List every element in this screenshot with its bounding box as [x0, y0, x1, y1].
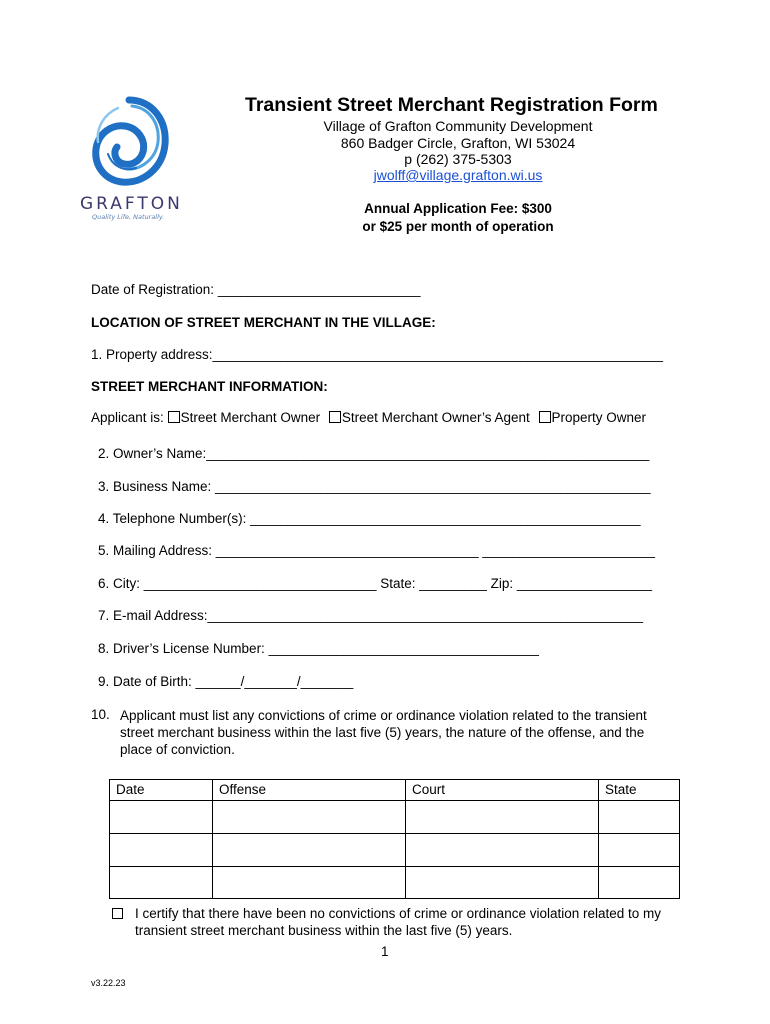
property-owner-checkbox[interactable] [539, 411, 551, 423]
owner-checkbox[interactable] [168, 411, 180, 423]
cell-state[interactable] [599, 801, 680, 834]
annual-fee: Annual Application Fee: $300 [364, 201, 552, 216]
page-number: 1 [381, 944, 389, 959]
form-title: Transient Street Merchant Registration Form [245, 94, 658, 116]
table-row [110, 834, 680, 867]
cell-court[interactable] [406, 867, 599, 899]
location-heading: LOCATION OF STREET MERCHANT IN THE VILLAGE: [91, 315, 436, 330]
property-owner-option-label: Property Owner [551, 410, 647, 425]
applicant-is-label: Applicant is: [91, 410, 164, 425]
cell-state[interactable] [599, 834, 680, 867]
cell-court[interactable] [406, 801, 599, 834]
cell-offense[interactable] [213, 834, 406, 867]
org-name: Village of Grafton Community Development [323, 118, 593, 134]
city-state-zip-field[interactable]: 6. City: _______________________________ State: _________ Zip: __________________ [98, 576, 653, 591]
cell-offense[interactable] [213, 801, 406, 834]
table-header-row [110, 780, 680, 801]
grafton-logo [78, 96, 188, 226]
cell-date[interactable] [110, 867, 213, 899]
header-date: Date [110, 780, 213, 801]
q10-text: Applicant must list any convictions of crime or ordinance violation related to the transient street merchant business within the last five (5) years, the nature of the offense, and the place of conviction. [120, 708, 647, 757]
cell-state[interactable] [599, 867, 680, 899]
convictions-table [109, 779, 680, 899]
cell-date[interactable] [110, 834, 213, 867]
cell-offense[interactable] [213, 867, 406, 899]
swirl-logo-icon [88, 96, 170, 188]
header-offense: Offense [213, 780, 406, 801]
property-address-field[interactable]: 1. Property address:____________________________________________________________ [91, 347, 664, 362]
agent-option-label: Street Merchant Owner’s Agent [341, 410, 530, 425]
header-state: State [599, 780, 680, 801]
table-row [110, 801, 680, 834]
info-heading: STREET MERCHANT INFORMATION: [91, 379, 328, 394]
applicant-type-row [91, 410, 646, 425]
version-label: v3.22.23 [91, 978, 126, 988]
telephone-field[interactable]: 4. Telephone Number(s): ____________________________________________________ [98, 511, 641, 526]
q10-number: 10. [91, 707, 110, 722]
business-name-field[interactable]: 3. Business Name: __________________________________________________________ [98, 479, 651, 494]
email-address-field[interactable]: 7. E-mail Address:__________________________________________________________ [98, 608, 644, 623]
header-court: Court [406, 780, 599, 801]
monthly-fee: or $25 per month of operation [362, 219, 554, 234]
email-link[interactable]: jwolff@village.grafton.wi.us [373, 167, 543, 183]
org-phone: p (262) 375-5303 [404, 151, 512, 167]
certify-checkbox[interactable] [112, 908, 123, 919]
org-address: 860 Badger Circle, Grafton, WI 53024 [340, 135, 576, 151]
owner-name-field[interactable]: 2. Owner’s Name:___________________________________________________________ [98, 446, 650, 461]
agent-checkbox[interactable] [329, 411, 341, 423]
mailing-address-field[interactable]: 5. Mailing Address: ___________________________________ _______________________ [98, 543, 656, 558]
date-of-birth-field[interactable]: 9. Date of Birth: ______/_______/_______ [98, 674, 354, 689]
cell-court[interactable] [406, 834, 599, 867]
table-row [110, 867, 680, 899]
logo-tagline: Quality Life, Naturally. [92, 213, 165, 221]
drivers-license-field[interactable]: 8. Driver’s License Number: ____________________________________ [98, 641, 539, 656]
cell-date[interactable] [110, 801, 213, 834]
date-of-registration-field[interactable]: Date of Registration: ___________________________ [91, 282, 421, 297]
certify-text: I certify that there have been no convictions of crime or ordinance violation related to my transient street merchant business within the last five (5) years. [135, 906, 662, 938]
owner-option-label: Street Merchant Owner [180, 410, 321, 425]
logo-wordmark: GRAFTON [80, 194, 183, 214]
